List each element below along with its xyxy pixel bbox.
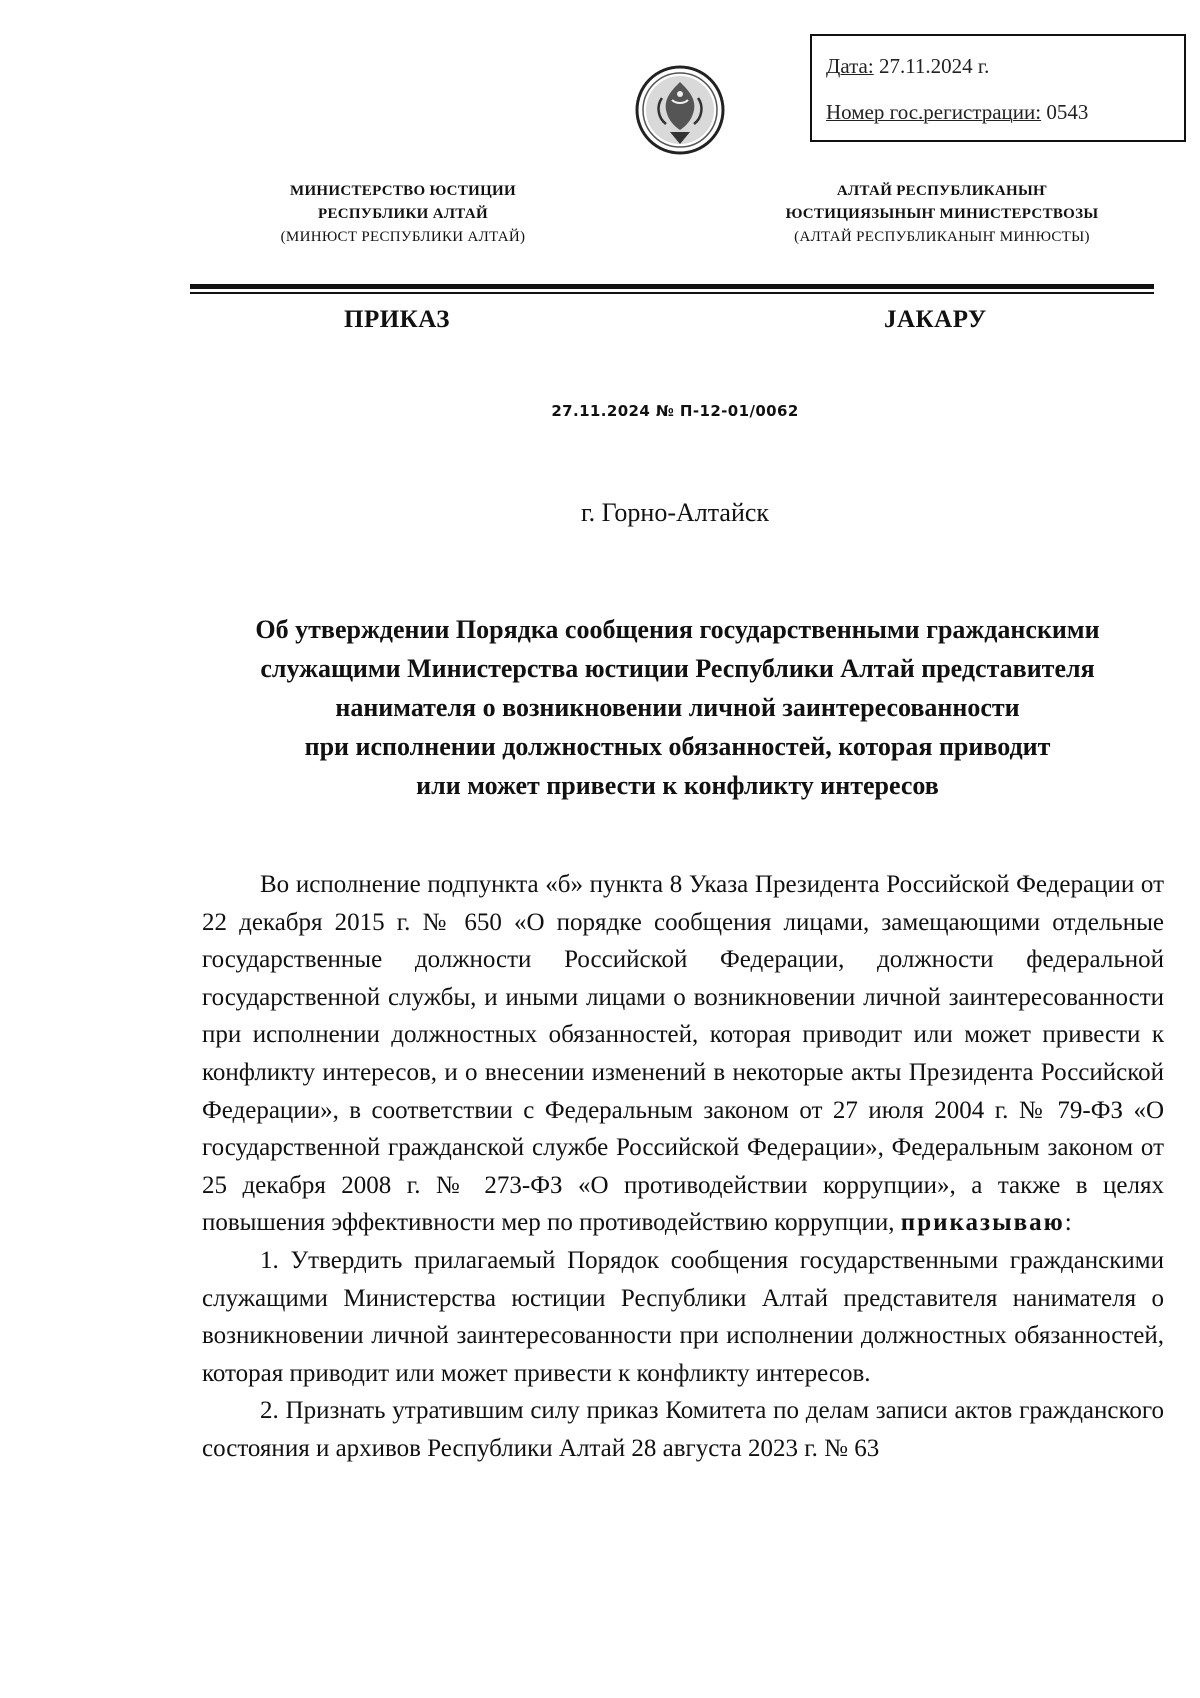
- document-body: [202, 866, 1164, 1468]
- registration-number-label: Номер гос.регистрации:: [826, 100, 1042, 124]
- ministry-name-russian: [238, 180, 568, 249]
- ministry-name-alt-line2: ЮСТИЦИЯЗЫНЫҤ МИНИСТЕРСТВОЗЫ: [785, 206, 1099, 222]
- decree-word: приказываю: [900, 1209, 1065, 1237]
- registration-number-value: 0543: [1046, 100, 1089, 124]
- title-line: при исполнении должностных обязанностей, которая приводит: [304, 732, 1051, 761]
- ministry-name-ru-line1: МИНИСТЕРСТВО ЮСТИЦИИ: [289, 183, 516, 199]
- ministry-name-altai: [752, 180, 1132, 249]
- title-line: служащими Министерства юстиции Республики Алтай представителя: [260, 654, 1095, 683]
- order-title-altai: JАКАРУ: [884, 306, 987, 333]
- decree-colon: :: [1064, 1209, 1072, 1237]
- title-line: Об утверждении Порядка сообщения государственными гражданскими: [255, 615, 1100, 644]
- republic-altai-emblem-icon: [634, 60, 726, 160]
- title-line: нанимателя о возникновении личной заинтересованности: [335, 693, 1020, 722]
- ministry-name-ru-line2: РЕСПУБЛИКИ АЛТАЙ: [318, 206, 488, 222]
- order-item-1: 1. Утвердить прилагаемый Порядок сообщения государственными гражданскими служащими Министерства юстиции Республики Алтай представителя нанимателя о возникновении личной заинтересованности при исполнении должностных обязанностей, которая приводит или может привести к конфликту интересов.: [202, 1246, 1164, 1387]
- registration-date-label: Дата:: [826, 54, 874, 78]
- ministry-name-alt-line3: (АЛТАЙ РЕСПУБЛИКАНЫҤ МИНЮСТЫ): [794, 229, 1090, 245]
- registration-stamp: [810, 34, 1186, 142]
- preamble-text: Во исполнение подпункта «б» пункта 8 Указа Президента Российской Федерации от 22 декабря 2015 г. № 650 «О порядке сообщения лицами, замещающими отдельные государственные должности Российской Федерации, должности федеральной государственной службы, и иными лицами о возникновении личной заинтересованности при исполнении должностных обязанностей, которая приводит или может привести к конфликту интересов, и о внесении изменений в некоторые акты Президента Российской Федерации», в соответствии с Федеральным законом от 27 июля 2004 г. № 79-ФЗ «О государственной гражданской службе Российской Федерации», Федеральным законом от 25 декабря 2008 г. № 273-ФЗ «О противодействии коррупции», а также в целях повышения эффективности мер по противодействию коррупции,: [202, 871, 1164, 1237]
- registration-number: [826, 100, 1088, 125]
- document-title: [195, 610, 1160, 805]
- title-line: или может привести к конфликту интересов: [416, 771, 939, 800]
- document-city: г. Горно-Алтайск: [580, 498, 770, 527]
- order-item-2: 2. Признать утратившим силу приказ Комитета по делам записи актов гражданского состояния и архивов Республики Алтай 28 августа 2023 г. № 63: [202, 1397, 1164, 1462]
- preamble-paragraph: [202, 866, 1164, 1242]
- order-title-russian: ПРИКАЗ: [344, 306, 450, 333]
- header-rule-thin: [190, 292, 1154, 294]
- ministry-name-ru-line3: (МИНЮСТ РЕСПУБЛИКИ АЛТАЙ): [280, 229, 526, 245]
- header-rule-thick: [190, 284, 1154, 289]
- ministry-name-alt-line1: АЛТАЙ РЕСПУБЛИКАНЫҤ: [836, 183, 1048, 199]
- registration-date: [826, 54, 989, 79]
- registration-date-value: 27.11.2024 г.: [878, 54, 990, 78]
- document-number: 27.11.2024 № П-12-01/0062: [551, 402, 799, 420]
